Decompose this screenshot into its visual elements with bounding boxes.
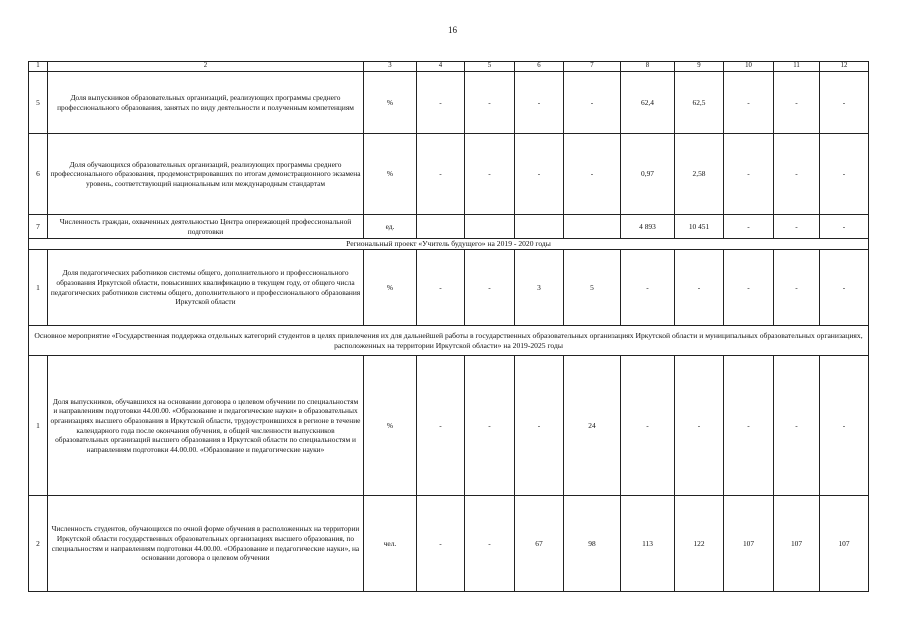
indicator-description: Доля педагогических работников системы общего, дополнительного и профессионального образования Иркутской области, повысивших квалификацию в текущем году, от общего числа педагогических работников системы общего, дополнительного и профессионального образования Иркутской области	[48, 250, 364, 326]
value-cell: -	[465, 250, 515, 326]
unit-cell: ед.	[364, 215, 417, 239]
column-header: 5	[465, 62, 515, 72]
value-cell: -	[724, 72, 774, 134]
value-cell: -	[774, 250, 820, 326]
value-cell: -	[417, 72, 465, 134]
section-header-row	[29, 239, 869, 250]
column-header: 9	[675, 62, 724, 72]
value-cell: 24	[564, 356, 621, 496]
column-header: 2	[48, 62, 364, 72]
table-row	[29, 496, 869, 592]
unit-cell: %	[364, 72, 417, 134]
value-cell: 0,97	[621, 134, 675, 215]
value-cell: -	[675, 250, 724, 326]
value-cell	[564, 215, 621, 239]
section-title: Основное мероприятие «Государственная поддержка отдельных категорий студентов в целях привлечения их для дальнейшей работы в государственных образовательных организациях Иркутской области и муниципальных образовательных организациях, расположенных на территории Иркутской области» на 2019-2025 годы	[29, 326, 869, 356]
value-cell: 122	[675, 496, 724, 592]
value-cell: -	[515, 72, 564, 134]
row-number: 1	[29, 356, 48, 496]
value-cell: 3	[515, 250, 564, 326]
value-cell: 107	[774, 496, 820, 592]
indicator-description: Численность студентов, обучающихся по очной форме обучения в расположенных на территории Иркутской области государственных образовательных организациях высшего образования, по специальностям и направлениям подготовки 44.00.00. «Образование и педагогические науки», на основании договора о целевом обучении	[48, 496, 364, 592]
value-cell: -	[820, 215, 869, 239]
value-cell: 62,5	[675, 72, 724, 134]
section-title: Региональный проект «Учитель будущего» на 2019 - 2020 годы	[29, 239, 869, 250]
column-header: 4	[417, 62, 465, 72]
value-cell: 113	[621, 496, 675, 592]
value-cell: -	[724, 250, 774, 326]
value-cell: -	[465, 134, 515, 215]
value-cell: 2,58	[675, 134, 724, 215]
value-cell: -	[621, 250, 675, 326]
row-number: 7	[29, 215, 48, 239]
row-number: 1	[29, 250, 48, 326]
value-cell: 5	[564, 250, 621, 326]
column-header: 1	[29, 62, 48, 72]
page-number: 16	[448, 25, 457, 35]
table-row	[29, 134, 869, 215]
value-cell: -	[465, 496, 515, 592]
value-cell: -	[564, 134, 621, 215]
value-cell: 10 451	[675, 215, 724, 239]
table-row	[29, 215, 869, 239]
column-header: 6	[515, 62, 564, 72]
indicator-description: Доля выпускников, обучавшихся на основании договора о целевом обучении по специальностям и направлениям подготовки 44.00.00. «Образование и педагогические науки» в образовательных организациях высшего образования в Иркутской области, трудоустроившихся в регионе в течение календарного года после окончания обучения, в общей численности выпускников образовательных организаций высшего образования в Иркутской области по специальностям и направлениям подготовки 44.00.00. «Образование и педагогические науки»	[48, 356, 364, 496]
indicator-description: Численность граждан, охваченных деятельностью Центра опережающей профессиональной подготовки	[48, 215, 364, 239]
value-cell: 107	[724, 496, 774, 592]
value-cell	[417, 215, 465, 239]
column-header: 11	[774, 62, 820, 72]
indicator-table	[28, 61, 869, 592]
value-cell: -	[417, 356, 465, 496]
value-cell: -	[820, 356, 869, 496]
value-cell: -	[724, 134, 774, 215]
value-cell: -	[417, 250, 465, 326]
value-cell	[465, 215, 515, 239]
indicator-description: Доля выпускников образовательных организаций, реализующих программы среднего профессионального образования, занятых по виду деятельности и полученным компетенциям	[48, 72, 364, 134]
section-header-row	[29, 326, 869, 356]
value-cell: 4 893	[621, 215, 675, 239]
value-cell: -	[820, 250, 869, 326]
value-cell: -	[675, 356, 724, 496]
unit-cell: чел.	[364, 496, 417, 592]
value-cell	[515, 215, 564, 239]
value-cell: -	[774, 134, 820, 215]
value-cell: -	[724, 356, 774, 496]
column-header: 8	[621, 62, 675, 72]
unit-cell: %	[364, 250, 417, 326]
table-row	[29, 250, 869, 326]
row-number: 2	[29, 496, 48, 592]
value-cell: -	[465, 356, 515, 496]
value-cell: -	[724, 215, 774, 239]
value-cell: 98	[564, 496, 621, 592]
unit-cell: %	[364, 356, 417, 496]
table-row	[29, 72, 869, 134]
column-header: 10	[724, 62, 774, 72]
value-cell: -	[621, 356, 675, 496]
column-header: 12	[820, 62, 869, 72]
column-header-row	[29, 62, 869, 72]
indicator-description: Доля обучающихся образовательных организаций, реализующих программы среднего профессионального образования, продемонстрировавших по итогам демонстрационного экзамена уровень, соответствующий национальным или международным стандартам	[48, 134, 364, 215]
row-number: 6	[29, 134, 48, 215]
value-cell: -	[417, 496, 465, 592]
value-cell: 107	[820, 496, 869, 592]
row-number: 5	[29, 72, 48, 134]
value-cell: -	[820, 72, 869, 134]
value-cell: -	[515, 134, 564, 215]
value-cell: -	[515, 356, 564, 496]
value-cell: 62,4	[621, 72, 675, 134]
value-cell: -	[465, 72, 515, 134]
value-cell: -	[774, 356, 820, 496]
column-header: 3	[364, 62, 417, 72]
value-cell: -	[820, 134, 869, 215]
table-row	[29, 356, 869, 496]
value-cell: -	[417, 134, 465, 215]
value-cell: 67	[515, 496, 564, 592]
column-header: 7	[564, 62, 621, 72]
unit-cell: %	[364, 134, 417, 215]
value-cell: -	[564, 72, 621, 134]
value-cell: -	[774, 215, 820, 239]
value-cell: -	[774, 72, 820, 134]
